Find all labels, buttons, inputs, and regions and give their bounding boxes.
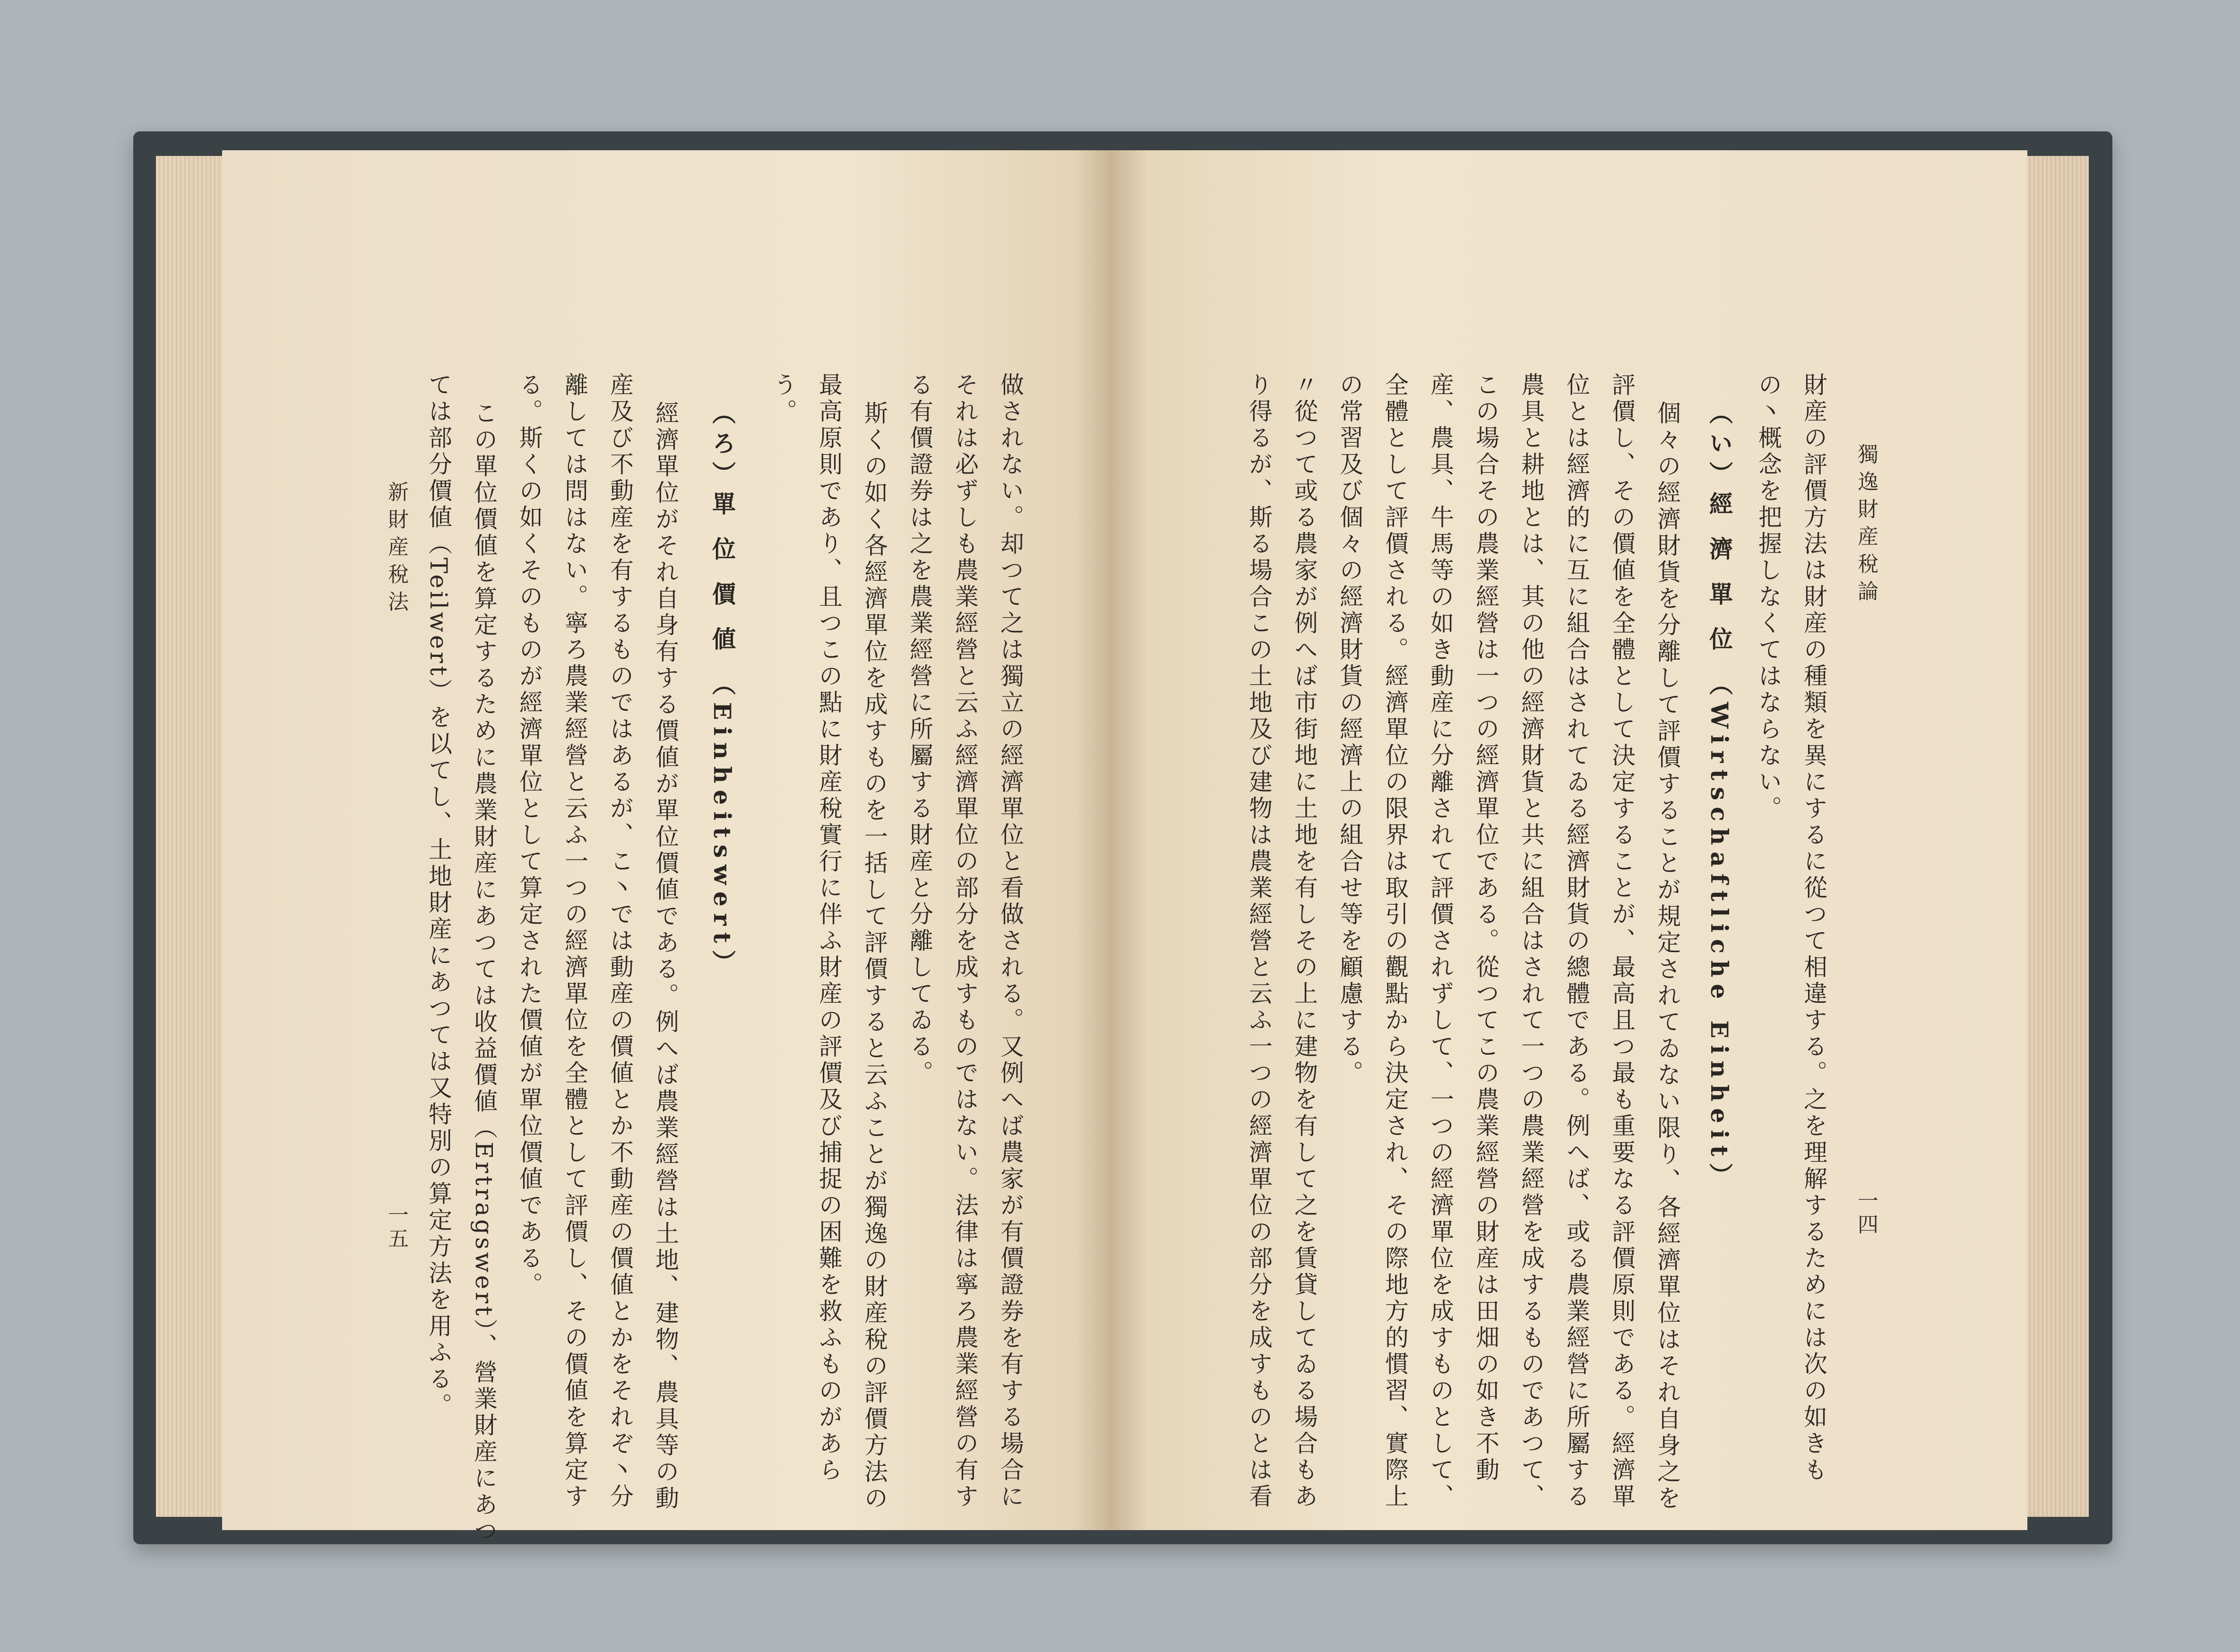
left-line-12: この單位價値を算定するために農業財産にあつては收益價値（Ertragswert）、營業財産にあつ: [470, 401, 498, 1545]
right-line-7: 農具と耕地とは、其の他の經濟財貨と共に組合はされて一つの農業經營を成するものであつて、: [1517, 372, 1545, 1510]
right-line-1: 財産の評價方法は財産の種類を異にするに從つて相違する。之を理解するためには次の如きも: [1800, 372, 1827, 1484]
right-line-5: 評價し、その價値を全體として決定することが、最高且つ最も重要なる評價原則である。經濟單: [1608, 372, 1636, 1510]
right-line-6: 位とは經濟的に互に組合はされてゐる經濟財貨の總體である。例へば、或る農業經營に所屬する: [1563, 372, 1590, 1510]
left-line-4: 斯くの如く各經濟單位を成すものを一括して評價すると云ふことが獨逸の財産稅の評價方法の: [861, 401, 888, 1512]
left-line-9: 産及び不動産を有するものではあるが、こ丶では動産の價値とか不動産の價値とかをそれぞ丶分: [606, 372, 634, 1510]
left-line-6: う。: [770, 372, 797, 425]
right-line-12: 〃從つて或る農家が例へば市街地に土地を有しその上に建物を有して之を賃貸してゐる場合もあ: [1291, 372, 1318, 1510]
right-line-2: の丶概念を把握しなくてはならない。: [1755, 372, 1782, 822]
right-line-10: 全體として評價される。經濟單位の限界は取引の觀點から決定され、その際地方的慣習、實際上: [1381, 372, 1409, 1510]
running-footer-left: 新財産稅法: [384, 481, 408, 618]
left-line-10: 離しては問はない。寧ろ農業經營と云ふ一つの經濟單位を全體として評價し、その價値を算定す: [561, 372, 588, 1510]
left-line-5: 最高原則であり、且つこの點に財産稅實行に伴ふ財産の評價及び捕捉の困難を救ふものがあら: [815, 372, 843, 1484]
page-number-left: 一五: [384, 1204, 408, 1251]
right-page: [1111, 150, 2027, 1530]
left-page: [222, 150, 1111, 1545]
left-line-1: 做されない。却つて之は獨立の經濟單位と看做される。又例へば農家が有價證券を有する場合に: [997, 372, 1024, 1510]
page-edges-right: [2018, 156, 2089, 1517]
page-number-right: 一四: [1854, 1190, 1878, 1237]
right-line-13: り得るが、斯る場合この土地及び建物は農業經營と云ふ一つの經濟單位の部分を成すものとは看: [1245, 372, 1273, 1510]
right-line-11: の常習及び個々の經濟財貨の經濟上の組合せ等を顧慮する。: [1336, 372, 1363, 1087]
right-line-8: この場合その農業經營は一つの經濟單位である。從つてこの農業經營の財産は田畑の如き不動: [1472, 372, 1499, 1484]
running-header-right: 獨逸財産稅論: [1854, 443, 1878, 608]
left-line-3: る有價證券は之を農業經營に所屬する財産と分離してゐる。: [906, 372, 933, 1087]
left-line-8: 經濟單位がそれ自身有する價値が單位價値である。例へば農業經營は土地、建物、農具等の動: [652, 401, 679, 1512]
left-section-heading: （ろ）單 位 價 値 （Einheitswert）: [708, 401, 736, 980]
left-line-11: る。斯くの如くそのものが經濟單位として算定された價値が單位價値である。: [516, 372, 543, 1299]
left-line-2: それは必ずしも農業經營と云ふ經濟單位の部分を成すものではない。法律は寧ろ農業經營の有す: [951, 372, 979, 1510]
right-line-9: 産、農具、牛馬等の如き動産に分離されて評價されずして、一つの經濟單位を成すものとして、: [1427, 372, 1454, 1510]
right-section-heading: （い）經 濟 單 位 （Wirtschaftliche Einheit）: [1706, 401, 1733, 1193]
right-line-4: 個々の經濟財貨を分離して評價することが規定されてゐない限り、各經濟單位はそれ自身之を: [1654, 401, 1681, 1512]
left-line-13: ては部分價値（Teilwert）を以てし、土地財産にあつては又特別の算定方法を用ふる。: [425, 372, 452, 1420]
